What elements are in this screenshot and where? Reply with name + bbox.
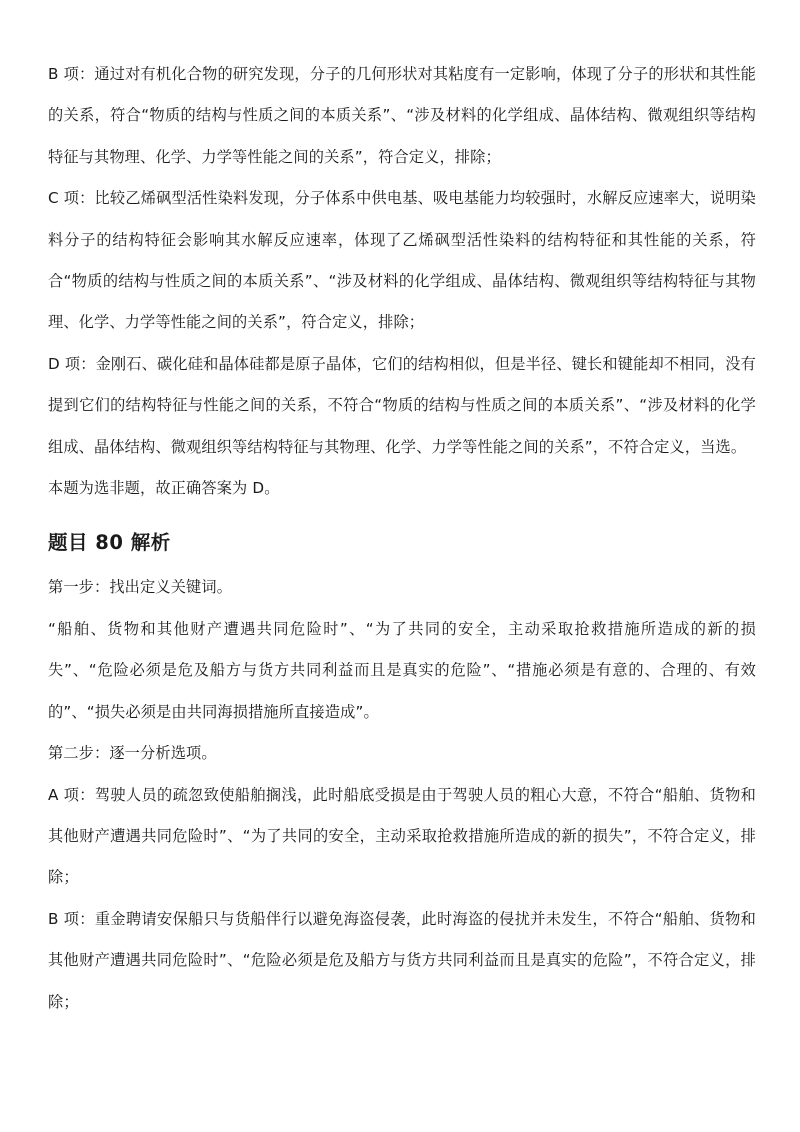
option-b-analysis: B 项：通过对有机化合物的研究发现，分子的几何形状对其粘度有一定影响，体现了分子的形状和其性能的关系，符合“物质的结构与性质之间的本质关系”、“涉及材料的化学组成、晶体结构、微观组织等结构特征与其物理、化学、力学等性能之间的关系”，符合定义，排除； bbox=[48, 65, 756, 166]
definition-keywords: “船舶、货物和其他财产遭遇共同危险时”、“为了共同的安全，主动采取抢救措施所造成的新的损失”、“危险必须是危及船方与货方共同利益而且是真实的危险”、“措施必须是有意的、合理的、有效的”、“损失必须是由共同海损措施所直接造成”。 bbox=[48, 619, 756, 721]
step-one: 第一步：找出定义关键词。 bbox=[48, 578, 233, 597]
option-c-analysis: C 项：比较乙烯砜型活性染料发现，分子体系中供电基、吸电基能力均较强时，水解反应速率大，说明染料分子的结构特征会影响其水解反应速率，体现了乙烯砜型活性染料的结构特征和其性能的关系，符合“物质的结构与性质之间的本质关系”、“涉及材料的化学组成、晶体结构、微观组织等结构特征与其物理、化学、力学等性能之间的关系”，符合定义，排除； bbox=[48, 189, 756, 332]
option-b-analysis-2: B 项：重金聘请安保船只与货船伴行以避免海盗侵袭，此时海盗的侵扰并未发生，不符合“船舶、货物和其他财产遭遇共同危险时”、“危险必须是危及船方与货方共同利益而且是真实的危险”，不符合定义，排除； bbox=[48, 909, 756, 1011]
answer-conclusion: 本题为选非题，故正确答案为 D。 bbox=[48, 479, 280, 498]
section-spacer bbox=[48, 509, 756, 523]
step-two: 第二步：逐一分析选项。 bbox=[48, 744, 217, 763]
option-d-analysis: D 项：金刚石、碳化硅和晶体硅都是原子晶体，它们的结构相似，但是半径、键长和键能却不相同，没有提到它们的结构特征与性能之间的关系，不符合“物质的结构与性质之间的本质关系”、“涉及材料的化学组成、晶体结构、微观组织等结构特征与其物理、化学、力学等性能之间的关系”，不符合定义，当选。 bbox=[48, 354, 756, 456]
section-title: 题目 80 解析 bbox=[48, 531, 171, 555]
option-a-analysis: A 项：驾驶人员的疏忽致使船舶搁浅，此时船底受损是由于驾驶人员的粗心大意，不符合“船舶、货物和其他财产遭遇共同危险时”、“为了共同的安全，主动采取抢救措施所造成的新的损失”，不符合定义，排除； bbox=[48, 785, 756, 887]
document-page bbox=[48, 54, 756, 1023]
